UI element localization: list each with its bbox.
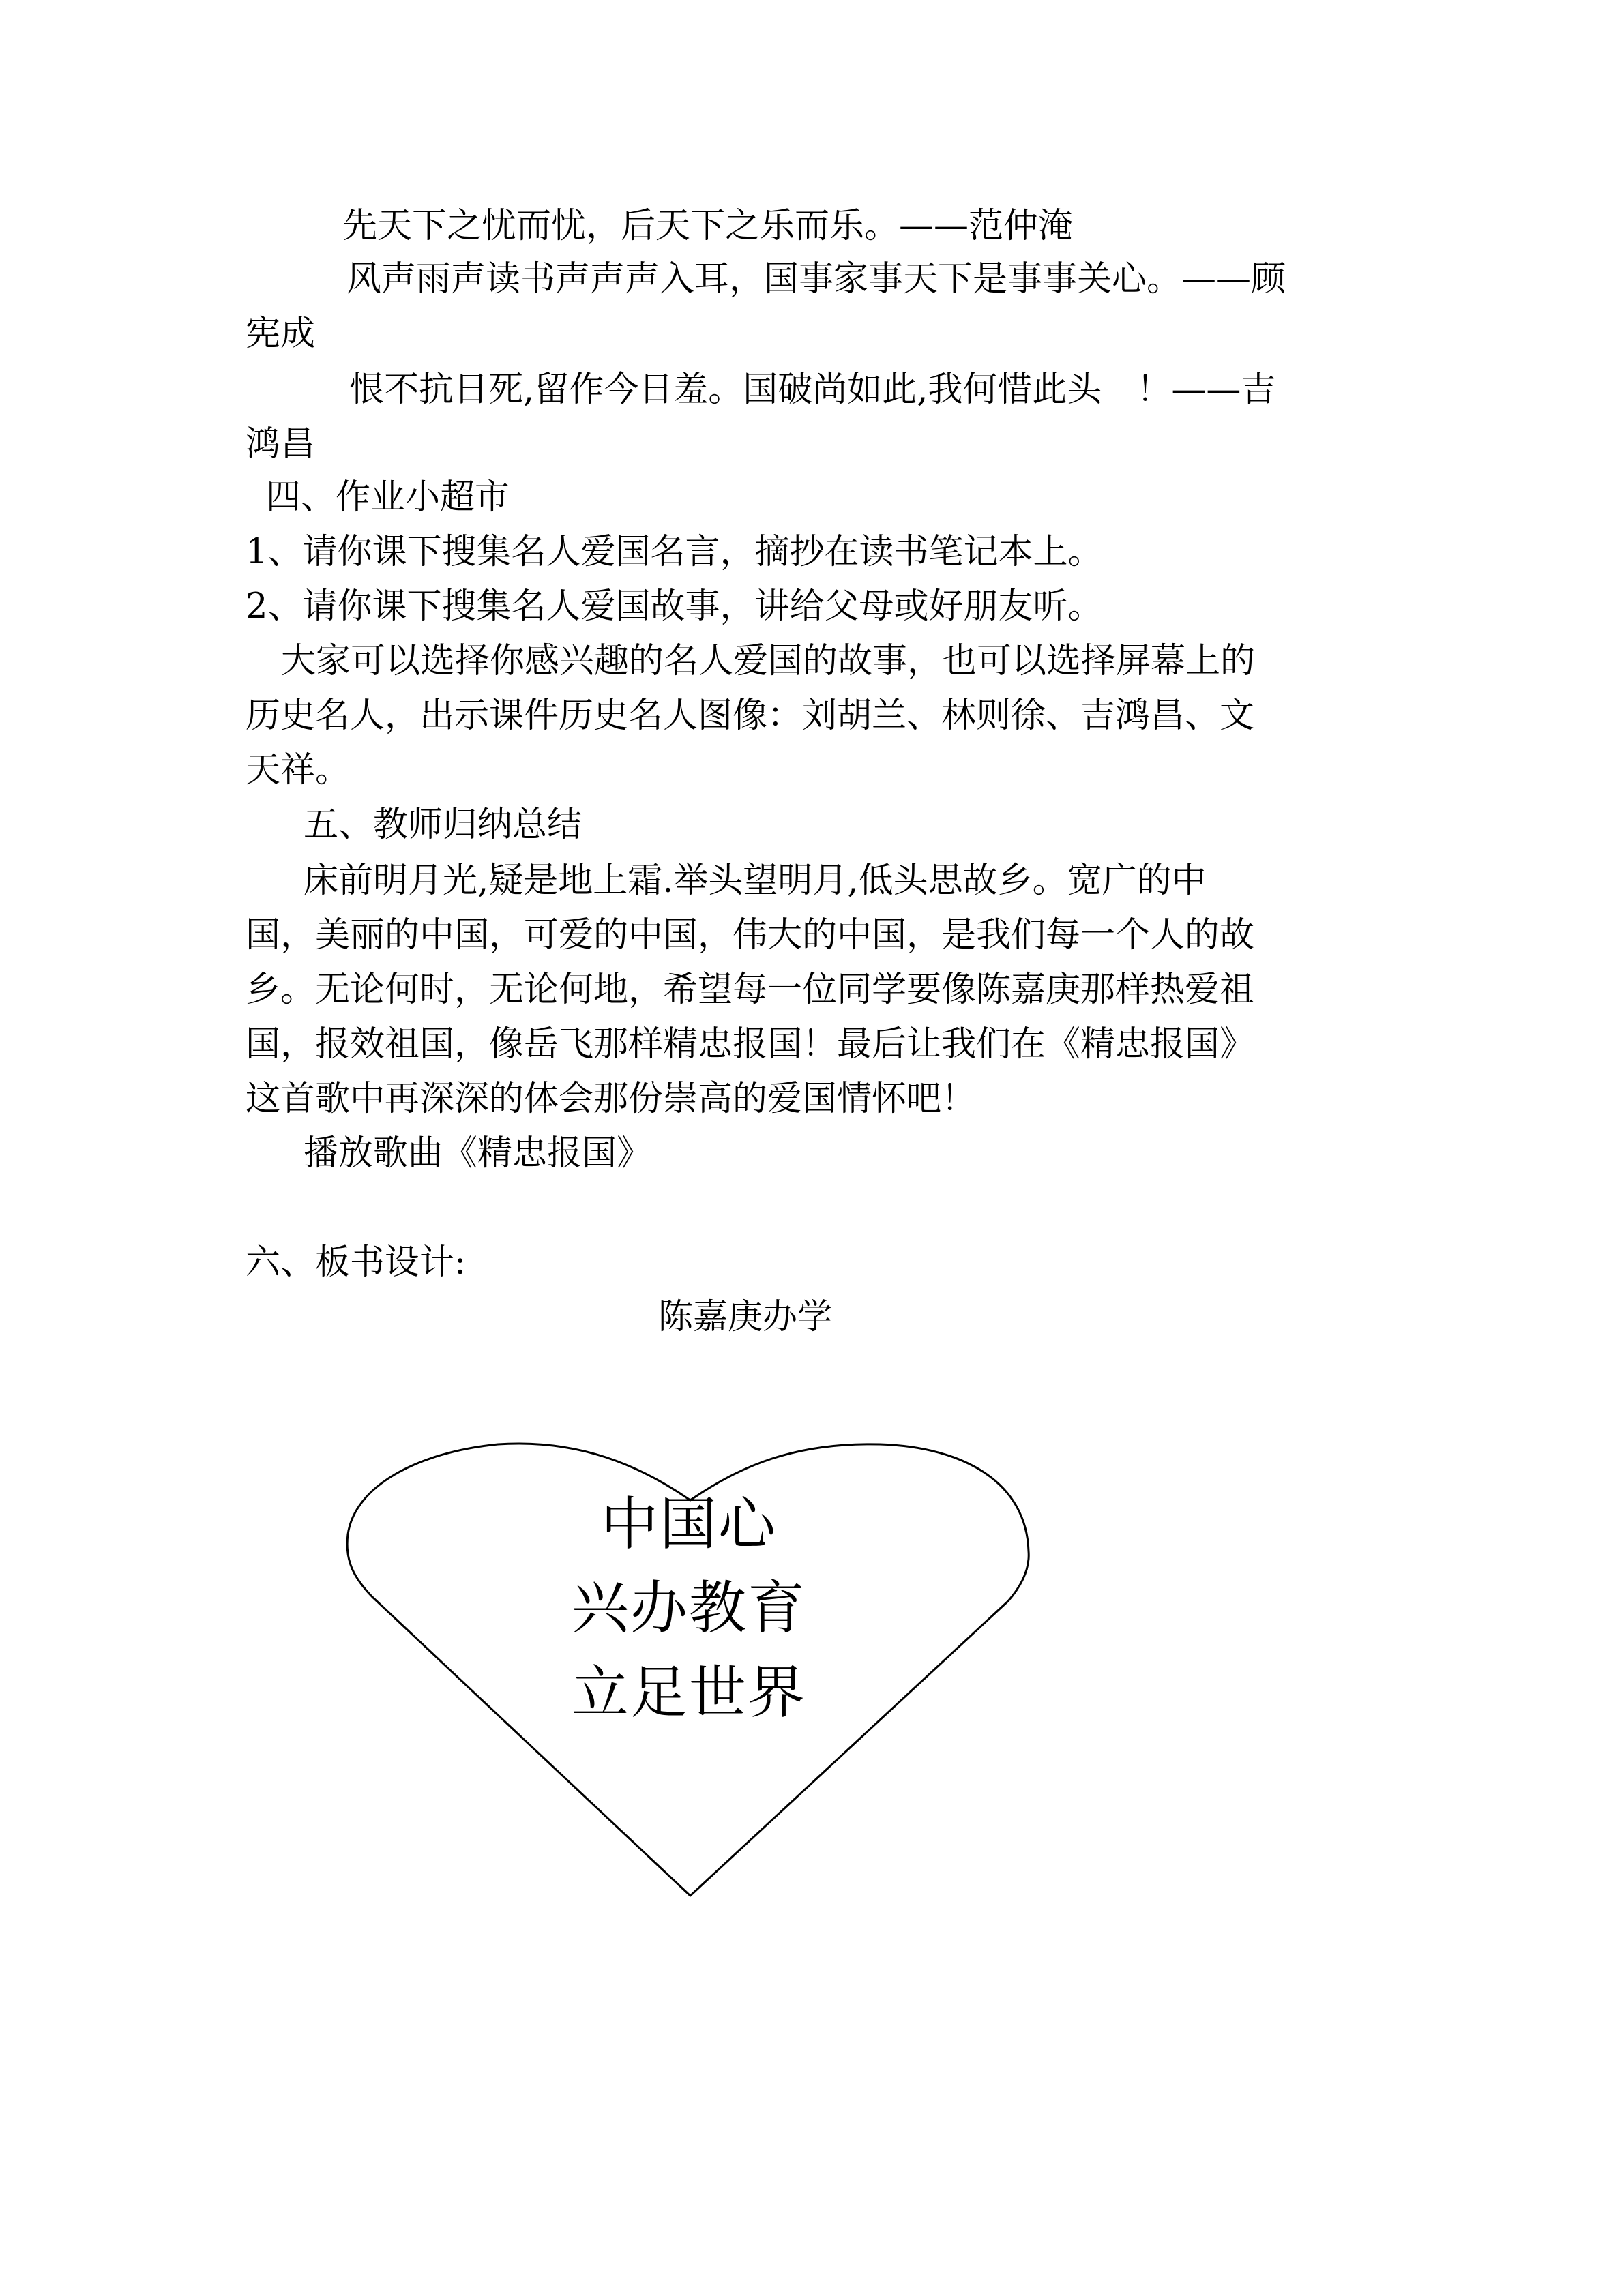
quote-gu-xiancheng-line1: 风声雨声读书声声声入耳，国事家事天下是事事关心。——顾 <box>346 259 1286 299</box>
summary-paragraph-line1: 床前明月光,疑是地上霜.举头望明月,低头思故乡。宽广的中 <box>304 861 1207 901</box>
heart-line-3: 立足世界 <box>571 1659 806 1726</box>
quote-ji-hongchang-line1: 恨不抗日死,留作今日羞。国破尚如此,我何惜此头 ！——吉 <box>349 370 1276 410</box>
board-title: 陈嘉庚办学 <box>658 1297 833 1337</box>
homework-paragraph-line3: 天祥。 <box>246 750 351 790</box>
heart-line-2: 兴办教育 <box>571 1575 806 1641</box>
homework-paragraph-line1: 大家可以选择你感兴趣的名人爱国的故事，也可以选择屏幕上的 <box>281 641 1256 681</box>
section-heading-board-design: 六、板书设计: <box>246 1242 467 1283</box>
homework-paragraph-line2: 历史名人，出示课件历史名人图像：刘胡兰、林则徐、吉鸿昌、文 <box>246 696 1255 736</box>
summary-paragraph-line3: 乡。无论何时，无论何地，希望每一位同学要像陈嘉庚那样热爱祖 <box>246 970 1255 1010</box>
quote-fan-zhongyan: 先天下之忧而忧，后天下之乐而乐。——范仲淹 <box>342 206 1074 246</box>
summary-paragraph-line5: 这首歌中再深深的体会那份崇高的爱国情怀吧！ <box>246 1079 977 1119</box>
summary-paragraph-line2: 国，美丽的中国，可爱的中国，伟大的中国，是我们每一个人的故 <box>246 915 1255 955</box>
section-heading-summary: 五、教师归纳总结 <box>304 805 582 845</box>
quote-ji-hongchang-line2: 鸿昌 <box>246 424 316 464</box>
section-heading-homework: 四、作业小超市 <box>266 477 510 518</box>
heart-line-1: 中国心 <box>600 1491 777 1557</box>
summary-paragraph-line4: 国，报效祖国，像岳飞那样精忠报国！最后让我们在《精忠报国》 <box>246 1024 1255 1064</box>
summary-song-line: 播放歌曲《精忠报国》 <box>304 1133 652 1174</box>
homework-item-2: 2、请你课下搜集名人爱国故事，讲给父母或好朋友听。 <box>246 586 1103 627</box>
homework-item-1: 1、请你课下搜集名人爱国名言，摘抄在读书笔记本上。 <box>246 532 1103 572</box>
heart-diagram <box>341 1439 1037 1909</box>
quote-gu-xiancheng-line2: 宪成 <box>246 314 316 354</box>
